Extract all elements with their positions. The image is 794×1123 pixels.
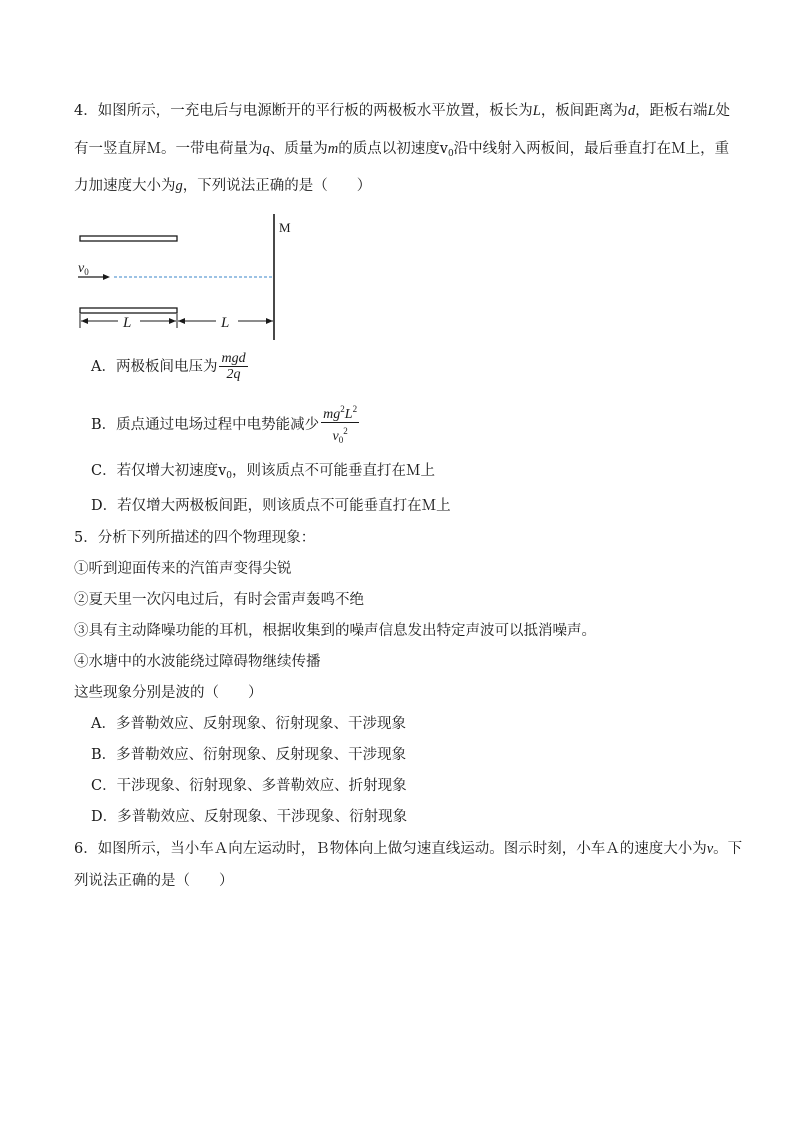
q5-option-b: B．多普勒效应、衍射现象、反射现象、干涉现象 (91, 747, 407, 763)
q5-stem: 5．分析下列所描述的四个物理现象： (74, 530, 316, 546)
q5-item-1: ①听到迎面传来的汽笛声变得尖锐 (74, 561, 292, 577)
q5-question: 这些现象分别是波的（ ） (74, 685, 263, 701)
fraction: $\frac{\text{mgd}}{2q}$ (221, 351, 246, 382)
q5-item-2: ②夏天里一次闪电过后，有时会雷声轰鸣不绝 (74, 592, 364, 608)
q5-option-a: A．多普勒效应、反射现象、衍射现象、干涉现象 (91, 716, 406, 732)
q4-line-2: 有一竖直屏Ｍ。一带电荷量为q、质量为m的质点以初速度$v_0$沿中线射入两板间，最后垂直打在Ｍ上，重 (74, 141, 730, 159)
lower-plate (80, 308, 177, 313)
q4-option-d: D．若仅增大两极板间距，则该质点不可能垂直打在Ｍ上 (91, 498, 451, 514)
q5-option-d: D．多普勒效应、反射现象、干涉现象、衍射现象 (91, 809, 408, 825)
q5-option-c: C．干涉现象、衍射现象、多普勒效应、折射现象 (91, 778, 407, 794)
q6-line-1: 6．如图所示，当小车Ａ向左运动时，Ｂ物体向上做匀速直线运动。图示时刻，小车Ａ的速度大小为v。下 (74, 841, 743, 857)
q4-line-1: 4．如图所示，一充电后与电源断开的平行板的两极板水平放置，板长为L，板间距离为d，距板右端L处 (74, 103, 731, 119)
parallel-plates-diagram (70, 210, 310, 345)
q4-option-a: A．两极板间电压为 $\frac{\text{mgd}}{2q}$ (91, 351, 246, 382)
v0-label: $v_0$ (78, 261, 89, 277)
dim-left-label: L (123, 315, 132, 331)
q4-option-b: B．质点通过电场过程中电势能减少 $\frac{mg^2L^2}{v_0^2}$ (91, 402, 359, 448)
q5-item-4: ④水塘中的水波能绕过障碍物继续传播 (74, 654, 321, 670)
dim-left-arrow-a (81, 318, 88, 324)
dim-left-arrow-b (169, 318, 176, 324)
q5-item-3: ③具有主动降噪功能的耳机，根据收集到的噪声信息发出特定声波可以抵消噪声。 (74, 623, 596, 639)
dim-right-arrow-b (266, 318, 273, 324)
v0-arrowhead (103, 274, 110, 280)
fraction: $\frac{mg^2L^2}{v_0^2}$ (323, 404, 358, 445)
q4-option-c: C．若仅增大初速度$v_0$，则该质点不可能垂直打在Ｍ上 (91, 463, 436, 481)
q4-line-3: 力加速度大小为g，下列说法正确的是（ ） (74, 178, 372, 194)
upper-plate (80, 236, 177, 241)
dim-right-arrow-a (178, 318, 185, 324)
q6-line-2: 列说法正确的是（ ） (74, 873, 234, 889)
dim-right-label: L (221, 315, 230, 331)
screen-label: M (279, 220, 291, 235)
